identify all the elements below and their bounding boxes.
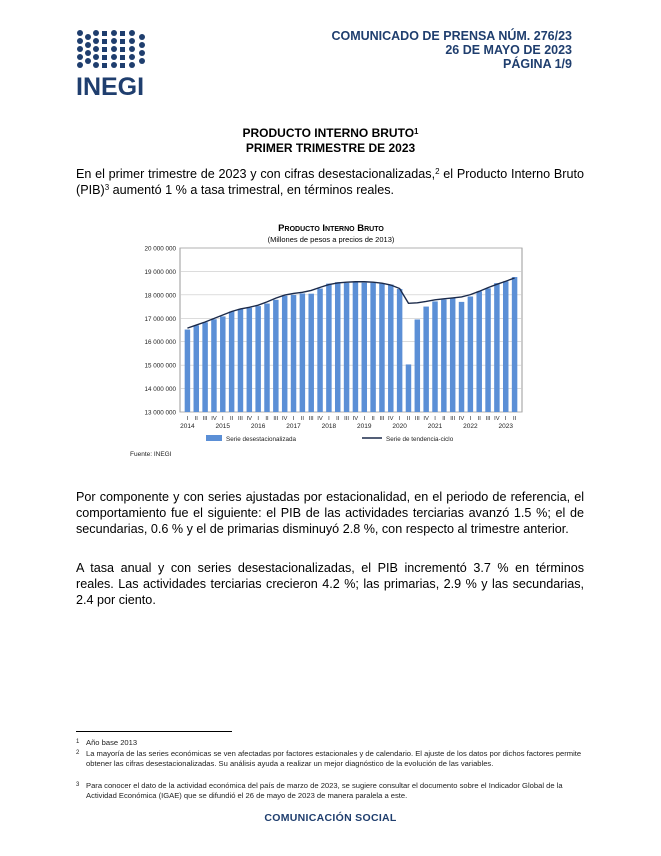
x-tick-label: III (485, 416, 491, 422)
title-line-1: PRODUCTO INTERNO BRUTO (242, 126, 415, 140)
bar (423, 307, 428, 412)
year-label: 2023 (498, 423, 513, 430)
bar (362, 283, 367, 412)
x-tick-label: II (300, 416, 304, 422)
bar (370, 283, 375, 412)
x-tick-label: I (398, 416, 401, 422)
logo-dots (77, 30, 145, 68)
x-tick-label: II (512, 416, 517, 422)
year-label: 2014 (180, 423, 195, 430)
footnote-1 (76, 738, 584, 748)
x-tick-label: IV (423, 416, 429, 422)
bar (485, 288, 490, 412)
x-tick-label: IV (494, 416, 500, 422)
x-tick-label: I (469, 416, 472, 422)
bar (308, 294, 313, 412)
footnote-ref-2: 2 (435, 167, 440, 176)
logo-text: INEGI (76, 73, 145, 97)
x-tick-label: IV (281, 416, 288, 422)
year-label: 2021 (427, 423, 443, 430)
year-label: 2020 (392, 423, 407, 430)
x-tick-label: II (442, 416, 446, 422)
bar (291, 295, 296, 412)
bar (282, 296, 287, 412)
gdp-chart (126, 216, 536, 460)
x-tick-label: II (477, 416, 481, 422)
year-label: 2022 (463, 423, 478, 430)
x-tick-label: IV (246, 416, 253, 422)
legend-bar-swatch (206, 435, 222, 441)
bar (335, 282, 340, 412)
footnote-2 (76, 749, 584, 768)
footnote-number: 2 (76, 750, 80, 756)
bar (512, 277, 517, 412)
x-tick-label: III (450, 416, 456, 422)
footnote-3 (76, 781, 584, 800)
footnote-text: Para conocer el dato de la actividad económica del país de marzo de 2023, se sugiere consultar el documento sobre el Indicador Global de la Actividad Económica (IGAE) que se difundió el 26 de mayo de 2023 de manera paralela a este. (86, 781, 563, 800)
chart-source: Fuente: INEGI (130, 451, 172, 458)
bar (247, 308, 252, 412)
y-tick-label: 17 000 000 (144, 315, 176, 323)
x-tick-label: III (238, 416, 243, 422)
bar (185, 330, 190, 412)
x-tick-label: II (336, 416, 340, 422)
chart-title: Producto Interno Bruto (278, 223, 384, 234)
x-tick-label: IV (211, 416, 217, 422)
bar (255, 306, 260, 412)
x-tick-label: I (363, 416, 366, 422)
bar (202, 322, 207, 412)
x-tick-label: I (328, 416, 330, 422)
x-tick-label: I (186, 416, 189, 422)
y-tick-label: 15 000 000 (144, 362, 176, 370)
bar (415, 319, 420, 412)
footnote-text: Año base 2013 (86, 738, 138, 747)
x-tick-label: II (194, 416, 198, 422)
press-release-date: 26 DE MAYO DE 2023 (445, 43, 572, 57)
footnote-number: 1 (76, 739, 80, 745)
y-tick-label: 20 000 000 (144, 245, 176, 253)
title-line-2: PRIMER TRIMESTRE DE 2023 (245, 141, 416, 155)
bar (406, 364, 411, 412)
intro-text-3: aumentó 1 % a tasa trimestral, en términos reales. (109, 183, 395, 197)
y-tick-label: 14 000 000 (144, 386, 176, 394)
bar (229, 311, 234, 412)
bar (326, 284, 331, 412)
bar (264, 304, 269, 412)
year-label: 2017 (286, 423, 301, 430)
year-label: 2018 (321, 423, 337, 430)
bar (379, 284, 384, 412)
y-tick-label: 16 000 000 (144, 339, 176, 347)
x-tick-label: IV (458, 416, 465, 422)
year-label: 2019 (357, 423, 372, 430)
legend-label: Serie desestacionalizada (226, 436, 297, 443)
bar (441, 300, 446, 412)
bar (273, 300, 278, 412)
footnote-number: 3 (76, 782, 80, 788)
bar (450, 298, 455, 412)
bar (494, 283, 499, 412)
bar (432, 301, 437, 412)
document-title (0, 126, 661, 156)
y-tick-label: 19 000 000 (144, 268, 176, 276)
intro-text-1: En el primer trimestre de 2023 y con cifras desestacionalizadas, (76, 167, 436, 181)
intro-text-2: el Producto Interno Bruto (PIB) (76, 167, 584, 197)
x-tick-label: III (273, 416, 279, 422)
bar (476, 291, 481, 412)
bar (300, 293, 305, 412)
x-tick-label: II (371, 416, 375, 422)
footer-label: COMUNICACIÓN SOCIAL (264, 812, 397, 824)
x-tick-label: II (265, 416, 269, 422)
bar (503, 281, 508, 412)
legend-label: Serie de tendencia-ciclo (386, 436, 454, 443)
bar (220, 316, 225, 412)
x-tick-label: II (406, 416, 411, 422)
press-release-header (331, 29, 572, 71)
intro-paragraph (76, 166, 584, 198)
x-tick-label: III (379, 416, 385, 422)
x-tick-label: III (344, 416, 350, 422)
x-tick-label: I (504, 416, 507, 422)
bar (211, 319, 216, 412)
bar (459, 302, 464, 412)
bar (194, 325, 199, 412)
title-footnote-ref: 1 (414, 127, 419, 136)
bar (388, 285, 393, 412)
x-tick-label: III (414, 416, 420, 422)
x-tick-label: IV (352, 416, 359, 422)
page-number: PÁGINA 1/9 (502, 57, 572, 71)
x-tick-label: III (308, 416, 314, 422)
bar (397, 289, 402, 412)
x-tick-label: IV (388, 416, 394, 422)
x-tick-label: I (257, 416, 259, 422)
footnote-divider (76, 731, 232, 732)
annual-paragraph: A tasa anual y con series desestacionalizadas, el PIB incrementó 3.7 % en términos reales. Las actividades terciarias crecieron 4.2 %; las primarias, 2.9 % y las secundarias, 2.4 por ciento. (76, 561, 584, 607)
press-release-number: COMUNICADO DE PRENSA NÚM. 276/23 (331, 29, 572, 43)
footnote-text: La mayoría de las series económicas se ven afectadas por factores estacionales y de calendario. El ajuste de los datos por dichos factores permite obtener las cifras desestacionalizadas. Su análisis ayuda a realizar un mejor diagnóstico de la evolución de las variables. (86, 749, 582, 768)
bar (344, 283, 349, 412)
y-tick-label: 13 000 000 (144, 409, 176, 417)
x-tick-label: I (221, 416, 224, 422)
bar (317, 289, 322, 412)
x-tick-label: III (202, 416, 208, 422)
bar (353, 282, 358, 412)
y-tick-label: 18 000 000 (144, 292, 176, 300)
footnote-ref-3: 3 (104, 183, 110, 192)
x-tick-label: IV (317, 416, 323, 422)
bar (468, 296, 473, 412)
bar (238, 309, 243, 412)
x-tick-label: I (292, 416, 295, 422)
year-label: 2015 (215, 423, 231, 430)
inegi-logo (76, 29, 154, 97)
components-paragraph: Por componente y con series ajustadas por estacionalidad, en el periodo de referencia, el comportamiento fue el siguiente: el PIB de las actividades terciarias avanzó 1.5 %; el de secundarias, 0.6 % y el de primarias disminuyó 2.8 %, con respecto al trimestre anterior. (76, 490, 584, 536)
x-tick-label: I (434, 416, 436, 422)
x-tick-label: II (230, 416, 234, 422)
chart-subtitle: (Millones de pesos a precios de 2013) (267, 235, 395, 244)
year-label: 2016 (250, 423, 266, 430)
